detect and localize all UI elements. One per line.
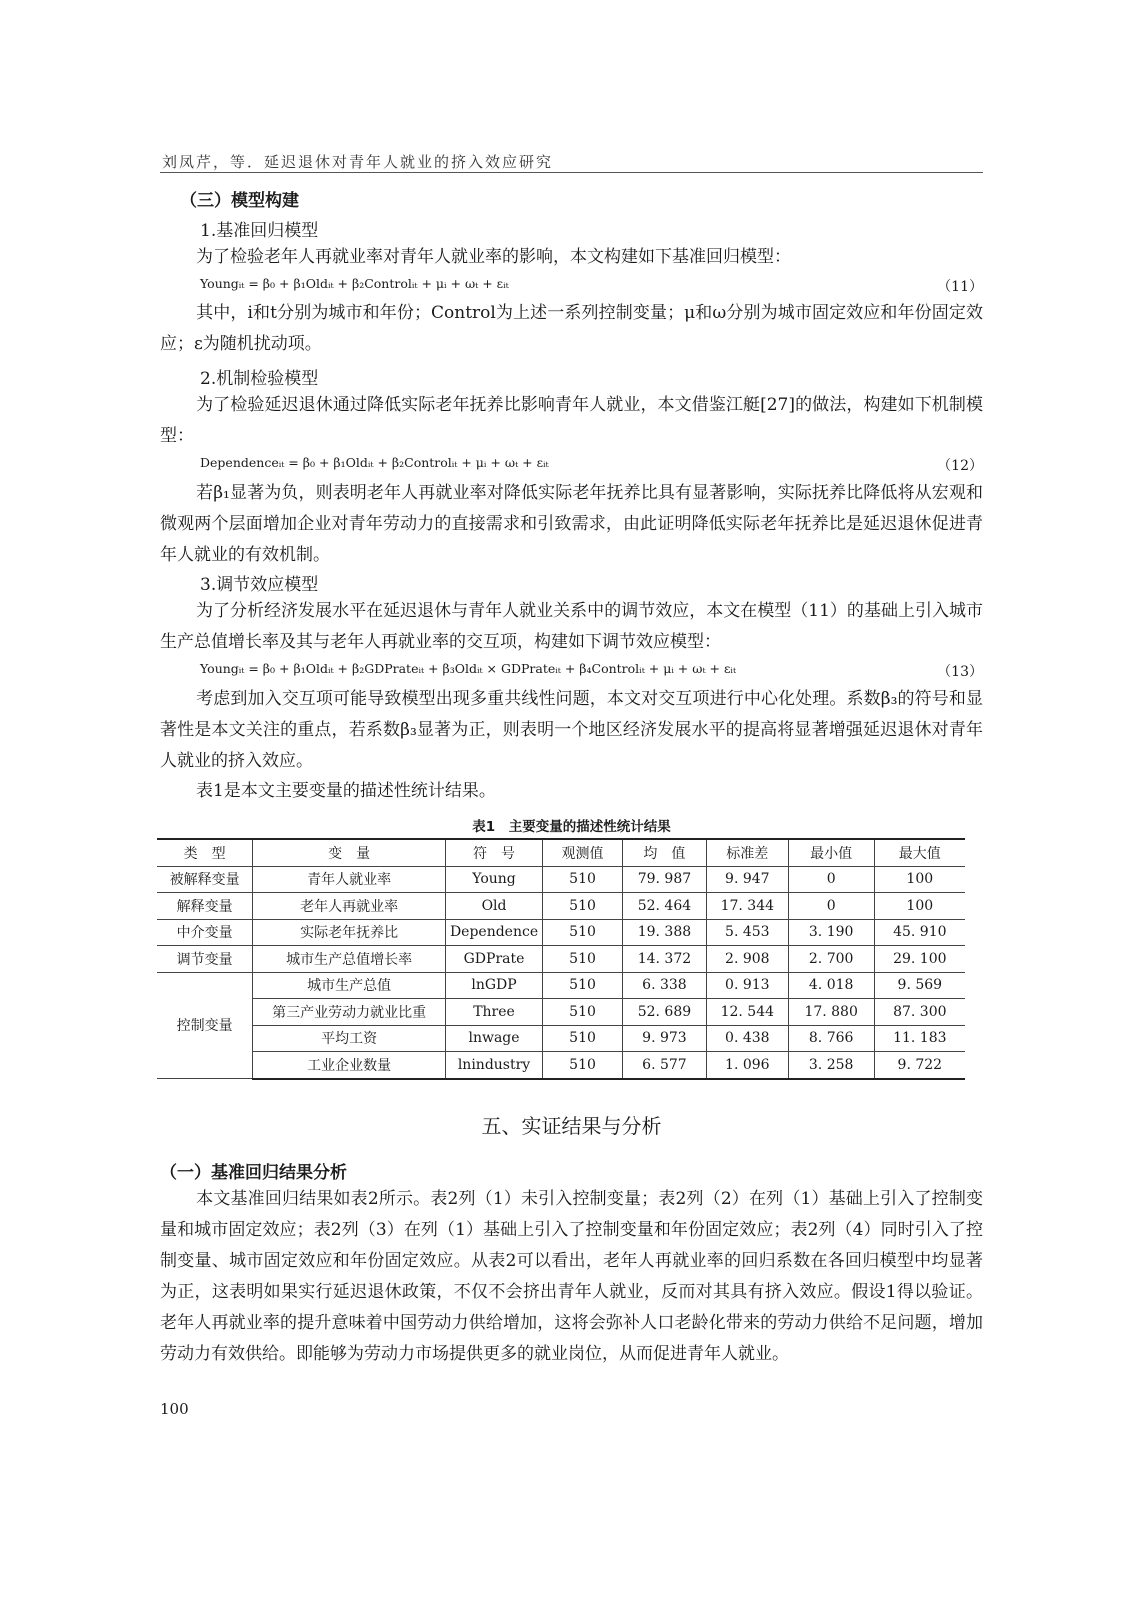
table-header-row xyxy=(157,839,965,866)
table-cell: GDPrate xyxy=(445,946,542,973)
table-row xyxy=(157,999,965,1026)
table-cell: 中介变量 xyxy=(157,919,253,946)
table-cell: 14. 372 xyxy=(622,946,706,973)
table-cell: Old xyxy=(445,893,542,920)
table-cell: 平均工资 xyxy=(253,1025,446,1052)
table-cell: 100 xyxy=(874,866,965,893)
table-cell: 52. 689 xyxy=(622,999,706,1026)
table-cell: 6. 577 xyxy=(622,1052,706,1079)
section-title-baseline-results: （一）基准回归结果分析 xyxy=(160,1163,347,1183)
table-cell: lnindustry xyxy=(445,1052,542,1079)
table-cell: 510 xyxy=(543,919,623,946)
table-cell: 52. 464 xyxy=(622,893,706,920)
col-header-mean: 均 值 xyxy=(622,839,706,866)
table-caption: 表1 主要变量的描述性统计结果 xyxy=(472,819,671,835)
table-cell: 510 xyxy=(543,866,623,893)
table-row xyxy=(157,866,965,893)
table-cell: 青年人就业率 xyxy=(253,866,446,893)
table-cell: 5. 453 xyxy=(706,919,788,946)
running-head: 刘凤芹，等．延迟退休对青年人就业的挤入效应研究 xyxy=(162,153,554,171)
col-header-min: 最小值 xyxy=(788,839,874,866)
table-cell: lnwage xyxy=(445,1025,542,1052)
equation-11-formula: Youngᵢₜ = β₀ + β₁Oldᵢₜ + β₂Controlᵢₜ + μᵢ + ωₜ + εᵢₜ xyxy=(200,276,509,291)
paragraph-variables: 其中，i和t分别为城市和年份；Control为上述一系列控制变量；μ和ω分别为城市固定效应和年份固定效应；ε为随机扰动项。 xyxy=(160,303,983,354)
paragraph-mechanism-intro: 为了检验延迟退休通过降低实际老年抚养比影响青年人就业，本文借鉴江艇[27]的做法，构建如下机制模型： xyxy=(160,395,983,446)
table-cell: 510 xyxy=(543,1025,623,1052)
table-cell: 510 xyxy=(543,972,623,999)
table-row xyxy=(157,893,965,920)
table-cell: 510 xyxy=(543,1052,623,1079)
table-cell: 解释变量 xyxy=(157,893,253,920)
table-row xyxy=(157,919,965,946)
equation-11-number: （11） xyxy=(937,279,983,295)
table-cell: 9. 947 xyxy=(706,866,788,893)
col-header-type: 类 型 xyxy=(157,839,253,866)
table-cell: 29. 100 xyxy=(874,946,965,973)
paragraph-moderation-intro: 为了分析经济发展水平在延迟退休与青年人就业关系中的调节效应，本文在模型（11）的基础上引入城市生产总值增长率及其与老年人再就业率的交互项，构建如下调节效应模型： xyxy=(160,601,983,652)
table-cell: 城市生产总值增长率 xyxy=(253,946,446,973)
table-cell: 工业企业数量 xyxy=(253,1052,446,1079)
table-cell: Young xyxy=(445,866,542,893)
equation-13-number: （13） xyxy=(937,664,983,680)
table-cell: 510 xyxy=(543,999,623,1026)
section-title-model: （三）模型构建 xyxy=(180,191,299,211)
table-cell: 4. 018 xyxy=(788,972,874,999)
table-cell: lnGDP xyxy=(445,972,542,999)
table-cell: 0. 438 xyxy=(706,1025,788,1052)
table-cell-control-group: 控制变量 xyxy=(157,972,253,1079)
subsection-baseline: 1.基准回归模型 xyxy=(200,221,319,241)
table-cell: 79. 987 xyxy=(622,866,706,893)
table-cell: Dependence xyxy=(445,919,542,946)
table-cell: 城市生产总值 xyxy=(253,972,446,999)
table-cell: 45. 910 xyxy=(874,919,965,946)
table-cell: 8. 766 xyxy=(788,1025,874,1052)
table-cell: 第三产业劳动力就业比重 xyxy=(253,999,446,1026)
table-cell: 19. 388 xyxy=(622,919,706,946)
equation-13 xyxy=(200,661,983,681)
paragraph-baseline-results: 本文基准回归结果如表2所示。表2列（1）未引入控制变量；表2列（2）在列（1）基础上引入了控制变量和城市固定效应；表2列（3）在列（1）基础上引入了控制变量和年份固定效应；表2列（4）同时引入了控制变量、城市固定效应和年份固定效应。从表2可以看出，老年人再就业率的回归系数在各回归模型中均显著为正，这表明如果实行延迟退休政策，不仅不会挤出青年人就业，反而对其具有挤入效应。假设1得以验证。老年人再就业率的提升意味着中国劳动力供给增加，这将会弥补人口老龄化带来的劳动力供给不足问题，增加劳动力有效供给。即能够为劳动力市场提供更多的就业岗位，从而促进青年人就业。 xyxy=(160,1189,983,1364)
table-row xyxy=(157,1025,965,1052)
table-cell: 0 xyxy=(788,893,874,920)
table-cell: 17. 880 xyxy=(788,999,874,1026)
table-cell: 87. 300 xyxy=(874,999,965,1026)
table-cell: 17. 344 xyxy=(706,893,788,920)
table-cell: 9. 569 xyxy=(874,972,965,999)
table-cell: 100 xyxy=(874,893,965,920)
paragraph-mechanism-result: 若β₁显著为负，则表明老年人再就业率对降低实际老年抚养比具有显著影响，实际抚养比降低将从宏观和微观两个层面增加企业对青年劳动力的直接需求和引致需求，由此证明降低实际老年抚养比是延迟退休促进青年人就业的有效机制。 xyxy=(160,483,983,565)
subsection-mechanism: 2.机制检验模型 xyxy=(200,369,319,389)
table-cell: 11. 183 xyxy=(874,1025,965,1052)
table-cell: 0. 913 xyxy=(706,972,788,999)
equation-12-formula: Dependenceᵢₜ = β₀ + β₁Oldᵢₜ + β₂Controlᵢₜ + μᵢ + ωₜ + εᵢₜ xyxy=(200,455,549,470)
col-header-symbol: 符 号 xyxy=(445,839,542,866)
table-cell: 1. 096 xyxy=(706,1052,788,1079)
equation-11 xyxy=(200,276,983,296)
paragraph-baseline-intro: 为了检验老年人再就业率对青年人就业率的影响，本文构建如下基准回归模型： xyxy=(196,247,791,267)
paragraph-table-intro: 表1是本文主要变量的描述性统计结果。 xyxy=(196,781,496,801)
table-cell: 3. 258 xyxy=(788,1052,874,1079)
section-heading-results: 五、实证结果与分析 xyxy=(481,1114,662,1138)
table-row xyxy=(157,946,965,973)
table-cell: 12. 544 xyxy=(706,999,788,1026)
equation-12-number: （12） xyxy=(937,458,983,474)
table-cell: 510 xyxy=(543,893,623,920)
equation-12 xyxy=(200,455,983,475)
header-rule xyxy=(160,172,983,173)
table-cell: 3. 190 xyxy=(788,919,874,946)
table-row xyxy=(157,1052,965,1079)
col-header-max: 最大值 xyxy=(874,839,965,866)
table-cell: 510 xyxy=(543,946,623,973)
equation-13-formula: Youngᵢₜ = β₀ + β₁Oldᵢₜ + β₂GDPrateᵢₜ + β₃Oldᵢₜ × GDPrateᵢₜ + β₄Controlᵢₜ + μᵢ + ωₜ + εᵢₜ xyxy=(200,661,737,676)
descriptive-stats-table xyxy=(157,838,965,1080)
table-cell: 9. 722 xyxy=(874,1052,965,1079)
col-header-sd: 标准差 xyxy=(706,839,788,866)
table-cell: 2. 908 xyxy=(706,946,788,973)
table-cell: 0 xyxy=(788,866,874,893)
page-number: 100 xyxy=(160,1400,189,1418)
table-cell: 调节变量 xyxy=(157,946,253,973)
subsection-moderation: 3.调节效应模型 xyxy=(200,575,319,595)
paragraph-moderation-result: 考虑到加入交互项可能导致模型出现多重共线性问题，本文对交互项进行中心化处理。系数β₃的符号和显著性是本文关注的重点，若系数β₃显著为正，则表明一个地区经济发展水平的提高将显著增强延迟退休对青年人就业的挤入效应。 xyxy=(160,689,983,771)
table-cell: 6. 338 xyxy=(622,972,706,999)
table-cell: 2. 700 xyxy=(788,946,874,973)
table-cell: Three xyxy=(445,999,542,1026)
col-header-variable: 变 量 xyxy=(253,839,446,866)
table-cell: 实际老年抚养比 xyxy=(253,919,446,946)
table-cell: 被解释变量 xyxy=(157,866,253,893)
table-row xyxy=(157,972,965,999)
col-header-obs: 观测值 xyxy=(543,839,623,866)
table-cell: 老年人再就业率 xyxy=(253,893,446,920)
table-cell: 9. 973 xyxy=(622,1025,706,1052)
